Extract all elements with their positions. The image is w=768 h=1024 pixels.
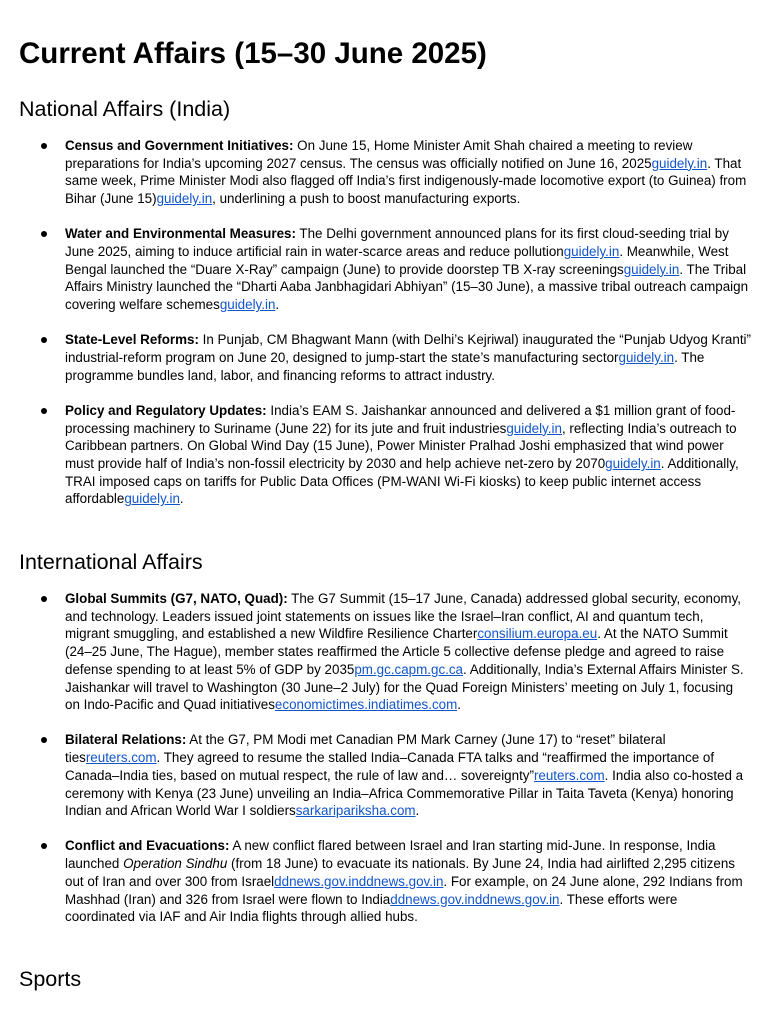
source-link[interactable]: ddnews.gov.inddnews.gov.in — [390, 891, 560, 907]
source-link[interactable]: sarkaripariksha.com — [295, 803, 416, 819]
source-link[interactable]: ddnews.gov.inddnews.gov.in — [274, 873, 444, 889]
item-text: India’s EAM S. Jaishankar announced and delivered a $1 million grant of food-processing machinery to Suriname (June 22) for its jute and fruit industries — [65, 402, 736, 436]
national-affairs-heading: National Affairs (India) — [19, 97, 231, 121]
bullet-icon — [41, 843, 47, 849]
item-text: . — [179, 491, 184, 507]
bullet-icon — [41, 737, 47, 743]
source-link[interactable]: consilium.europa.eu — [477, 626, 598, 642]
item-label: Census and Government Initiatives: — [65, 138, 294, 153]
item-text: . At the NATO Summit (24–25 June, The Hague), member states reaffirmed the Article 5 collective defense pledge and agreed to raise defense spending to at least 5% of GDP by 2035 — [65, 626, 728, 677]
item-text: , underlining a push to boost manufacturing exports. — [212, 191, 521, 207]
national-affairs-list — [19, 137, 751, 526]
source-link[interactable]: reuters.com — [533, 767, 605, 783]
bullet-icon — [41, 596, 47, 602]
item-text: A new conflict flared between Israel and Iran starting mid-June. In response, India launched — [65, 838, 716, 872]
item-label: Global Summits (G7, NATO, Quad): — [65, 591, 288, 606]
item-text: . Additionally, India’s External Affairs Minister S. Jaishankar will travel to Washington (30 June–2 July) for the Quad Foreign Ministers’ meeting on July 1, focusing on Indo-Pacific and Quad initiatives — [65, 661, 744, 713]
list-item — [19, 731, 751, 820]
item-label: Bilateral Relations: — [65, 732, 187, 748]
item-label: Water and Environmental Measures: — [65, 226, 296, 242]
item-text: . They agreed to resume the stalled India–Canada FTA talks and “reaffirmed the importance of Canada–India ties, based on mutual respect, the rule of law and… sovereignty” — [65, 750, 715, 783]
list-item — [19, 590, 751, 714]
item-text: The Delhi government announced plans for its first cloud-seeding trial by June 2025, aiming to induce artificial rain in water-scarce areas and reduce pollution — [65, 226, 729, 260]
item-text: . Meanwhile, West Bengal launched the “Duare X-Ray” campaign (June) to provide doorstep TB X-ray screenings — [65, 244, 729, 277]
item-text: . That same week, Prime Minister Modi also flagged off India’s first indigenously-made locomotive export (to Guinea) from Bihar (June 15) — [65, 155, 747, 207]
item-text: . The programme bundles land, labor, and financing reforms to attract industry. — [65, 350, 705, 383]
item-text: . For example, on 24 June alone, 292 Indians from Mashhad (Iran) and 326 from Israel were flown to India — [65, 873, 743, 907]
item-text: . — [415, 803, 420, 819]
source-link[interactable]: guidely.in — [618, 350, 675, 366]
source-link[interactable]: economictimes.indiatimes.com — [274, 697, 458, 713]
item-text: At the G7, PM Modi met Canadian PM Mark Carney (June 17) to “reset” bilateral ties — [65, 732, 666, 766]
list-item — [19, 402, 751, 508]
source-link[interactable]: guidely.in — [605, 456, 661, 472]
source-link[interactable]: guidely.in — [623, 261, 680, 277]
list-item — [19, 137, 751, 208]
list-item — [19, 225, 751, 314]
source-link[interactable]: guidely.in — [563, 244, 620, 260]
item-text: . — [457, 697, 461, 713]
international-affairs-list — [19, 590, 751, 943]
document-title: Current Affairs (15–30 June 2025) — [19, 37, 487, 70]
item-text: . India also co-hosted a ceremony with Kenya (23 June) unveiling an India–Africa Commemorative Pillar in Taita Taveta (Kenya) honoring Indian and African World War I soldiers — [65, 767, 744, 819]
bullet-icon — [41, 408, 47, 414]
item-text: In Punjab, CM Bhagwant Mann (with Delhi’s Kejriwal) inaugurated the “Punjab Udyog Kranti” industrial-reform program on June 20, designed to jump-start the state’s manufacturing sector — [65, 332, 751, 366]
item-text: . — [275, 297, 280, 313]
source-link[interactable]: pm.gc.capm.gc.ca — [354, 661, 463, 677]
list-item — [19, 331, 751, 384]
source-link[interactable]: guidely.in — [124, 491, 180, 507]
source-link[interactable]: reuters.com — [85, 750, 157, 766]
item-text: , reflecting India’s outreach to Caribbean partners. On Global Wind Day (15 June), Power Minister Pralhad Joshi emphasized that wind power must provide half of India’s non-fossil electricity by 2030 and help achieve net-zero by 2070 — [65, 420, 737, 472]
item-text: (from 18 June) to evacuate its nationals. By June 24, India had airlifted 2,295 citizens out of Iran and over 300 from Israel — [65, 856, 735, 889]
international-affairs-heading: International Affairs — [19, 550, 203, 574]
item-text: On June 15, Home Minister Amit Shah chaired a meeting to review preparations for India’s upcoming 2027 census. The census was officially notified on June 16, 2025 — [65, 138, 693, 171]
sports-heading: Sports — [19, 967, 82, 991]
operation-name: Operation Sindhu — [123, 856, 228, 872]
list-item — [19, 837, 751, 926]
source-link[interactable]: guidely.in — [506, 420, 562, 436]
item-text: . Additionally, TRAI imposed caps on tariffs for Public Data Offices (PM-WANI Wi-Fi kiosks) to keep public internet access affordable — [65, 456, 739, 507]
item-label: Conflict and Evacuations: — [65, 838, 230, 854]
source-link[interactable]: guidely.in — [156, 191, 213, 207]
item-text: . These efforts were coordinated via IAF and Air India flights through allied hubs. — [65, 891, 678, 925]
bullet-icon — [41, 337, 47, 343]
item-text: The G7 Summit (15–17 June, Canada) addressed global security, economy, and technology. Leaders issued joint statements on issues like the Israel–Iran conflict, AI and quantum tech, migrant smuggling, and established a new Wildfire Resilience Charter — [65, 591, 741, 642]
item-label: State-Level Reforms: — [65, 332, 199, 348]
bullet-icon — [41, 231, 47, 237]
source-link[interactable]: guidely.in — [219, 297, 276, 313]
source-link[interactable]: guidely.in — [651, 155, 708, 171]
item-text: . The Tribal Affairs Ministry launched the “Dharti Aaba Janbhagidari Abhiyan” (15–30 June), a massive tribal outreach campaign covering welfare schemes — [65, 261, 749, 313]
item-label: Policy and Regulatory Updates: — [65, 402, 267, 418]
bullet-icon — [41, 143, 47, 149]
